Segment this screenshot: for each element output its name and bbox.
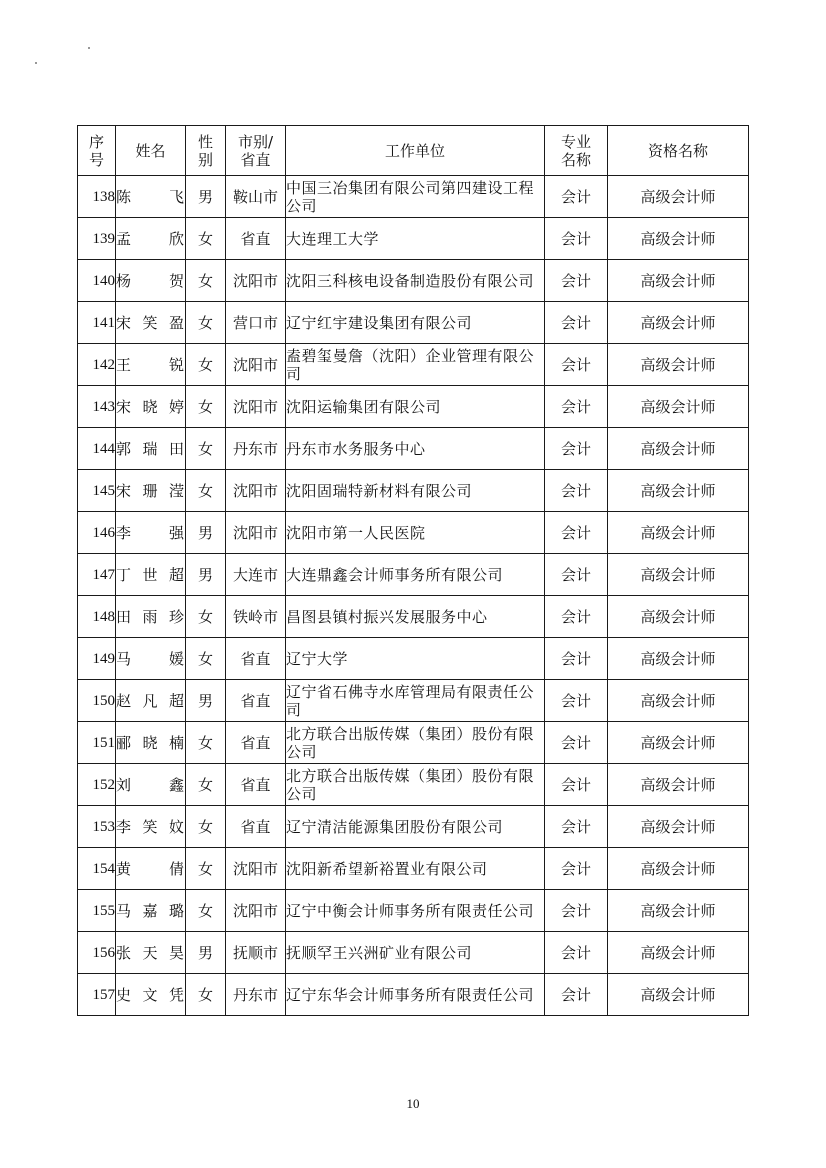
row-gender: 女 [186,806,226,848]
row-major: 会计 [545,974,608,1016]
table-body [78,176,749,1016]
header-seq: 序号 [78,126,116,176]
row-qualification: 高级会计师 [608,344,749,386]
row-seq: 149 [78,638,116,680]
row-gender: 女 [186,764,226,806]
row-city: 省直 [226,722,286,764]
row-seq: 153 [78,806,116,848]
row-gender: 男 [186,554,226,596]
row-unit: 中国三冶集团有限公司第四建设工程公司 [286,176,545,218]
row-gender: 女 [186,428,226,470]
table-row [78,176,749,218]
table-row [78,722,749,764]
row-qualification: 高级会计师 [608,848,749,890]
row-seq: 148 [78,596,116,638]
qualification-roster-table [77,125,749,1016]
row-seq: 151 [78,722,116,764]
row-unit: 辽宁东华会计师事务所有限责任公司 [286,974,545,1016]
row-unit: 沈阳固瑞特新材料有限公司 [286,470,545,512]
table-row [78,218,749,260]
table-row [78,554,749,596]
row-unit: 沈阳三科核电设备制造股份有限公司 [286,260,545,302]
row-name: 李笑妏 [116,806,186,848]
row-unit: 抚顺罕王兴洲矿业有限公司 [286,932,545,974]
row-seq: 155 [78,890,116,932]
row-gender: 女 [186,848,226,890]
table-row [78,764,749,806]
row-qualification: 高级会计师 [608,554,749,596]
row-gender: 女 [186,890,226,932]
table-row [78,386,749,428]
row-city: 沈阳市 [226,512,286,554]
row-city: 沈阳市 [226,386,286,428]
row-unit: 辽宁省石佛寺水库管理局有限责任公司 [286,680,545,722]
table-row [78,890,749,932]
row-city: 省直 [226,218,286,260]
row-gender: 女 [186,344,226,386]
table-row [78,638,749,680]
row-unit: 北方联合出版传媒（集团）股份有限公司 [286,764,545,806]
row-unit: 辽宁红宇建设集团有限公司 [286,302,545,344]
row-gender: 女 [186,596,226,638]
row-major: 会计 [545,470,608,512]
row-name: 张天昊 [116,932,186,974]
row-seq: 156 [78,932,116,974]
row-name: 赵凡超 [116,680,186,722]
row-major: 会计 [545,176,608,218]
row-qualification: 高级会计师 [608,218,749,260]
table-row [78,512,749,554]
page-number: 10 [406,1096,420,1111]
table-row [78,848,749,890]
row-seq: 150 [78,680,116,722]
row-gender: 男 [186,512,226,554]
table-row [78,974,749,1016]
row-unit: 辽宁清洁能源集团股份有限公司 [286,806,545,848]
row-city: 营口市 [226,302,286,344]
row-name: 郦晓楠 [116,722,186,764]
row-seq: 140 [78,260,116,302]
row-name: 杨贺 [116,260,186,302]
row-city: 省直 [226,680,286,722]
row-qualification: 高级会计师 [608,260,749,302]
row-major: 会计 [545,722,608,764]
row-unit: 沈阳市第一人民医院 [286,512,545,554]
header-gender: 性别 [186,126,226,176]
row-seq: 147 [78,554,116,596]
row-unit: 昌图县镇村振兴发展服务中心 [286,596,545,638]
row-gender: 女 [186,260,226,302]
row-gender: 男 [186,932,226,974]
row-major: 会计 [545,848,608,890]
row-unit: 丹东市水务服务中心 [286,428,545,470]
table-row [78,260,749,302]
row-qualification: 高级会计师 [608,722,749,764]
row-major: 会计 [545,680,608,722]
row-gender: 男 [186,680,226,722]
table-row [78,932,749,974]
row-qualification: 高级会计师 [608,806,749,848]
row-gender: 女 [186,218,226,260]
row-qualification: 高级会计师 [608,932,749,974]
row-major: 会计 [545,638,608,680]
row-unit: 沈阳新希望新裕置业有限公司 [286,848,545,890]
row-major: 会计 [545,764,608,806]
row-qualification: 高级会计师 [608,470,749,512]
row-unit: 大连鼎鑫会计师事务所有限公司 [286,554,545,596]
row-city: 抚顺市 [226,932,286,974]
table-row [78,470,749,512]
row-name: 李强 [116,512,186,554]
row-seq: 139 [78,218,116,260]
row-gender: 女 [186,302,226,344]
row-name: 郭瑞田 [116,428,186,470]
row-name: 宋晓婷 [116,386,186,428]
row-city: 沈阳市 [226,344,286,386]
row-qualification: 高级会计师 [608,638,749,680]
row-city: 省直 [226,638,286,680]
row-seq: 152 [78,764,116,806]
row-city: 丹东市 [226,974,286,1016]
row-name: 王锐 [116,344,186,386]
row-seq: 154 [78,848,116,890]
row-city: 省直 [226,806,286,848]
header-name: 姓名 [116,126,186,176]
row-gender: 男 [186,176,226,218]
row-city: 沈阳市 [226,260,286,302]
row-name: 马嘉璐 [116,890,186,932]
row-major: 会计 [545,806,608,848]
row-major: 会计 [545,218,608,260]
header-qualification: 资格名称 [608,126,749,176]
header-unit: 工作单位 [286,126,545,176]
row-qualification: 高级会计师 [608,428,749,470]
row-gender: 女 [186,974,226,1016]
row-city: 鞍山市 [226,176,286,218]
header-city: 市别/省直 [226,126,286,176]
table-row [78,596,749,638]
row-qualification: 高级会计师 [608,890,749,932]
row-seq: 143 [78,386,116,428]
row-city: 省直 [226,764,286,806]
table-row [78,680,749,722]
row-name: 刘鑫 [116,764,186,806]
row-seq: 138 [78,176,116,218]
row-major: 会计 [545,386,608,428]
row-seq: 142 [78,344,116,386]
table-row [78,806,749,848]
row-major: 会计 [545,428,608,470]
row-seq: 141 [78,302,116,344]
table-row [78,428,749,470]
row-unit: 辽宁中衡会计师事务所有限责任公司 [286,890,545,932]
table-row [78,344,749,386]
row-major: 会计 [545,596,608,638]
row-gender: 女 [186,386,226,428]
row-name: 马媛 [116,638,186,680]
table-row [78,302,749,344]
row-name: 孟欣 [116,218,186,260]
row-qualification: 高级会计师 [608,176,749,218]
row-qualification: 高级会计师 [608,596,749,638]
row-name: 陈飞 [116,176,186,218]
row-gender: 女 [186,722,226,764]
row-city: 沈阳市 [226,470,286,512]
row-major: 会计 [545,554,608,596]
row-qualification: 高级会计师 [608,680,749,722]
scan-speck [88,47,90,49]
row-name: 史文凭 [116,974,186,1016]
row-qualification: 高级会计师 [608,302,749,344]
row-qualification: 高级会计师 [608,386,749,428]
table-header-row [78,126,749,176]
row-seq: 145 [78,470,116,512]
header-major: 专业名称 [545,126,608,176]
row-major: 会计 [545,260,608,302]
scan-speck [35,62,37,64]
row-major: 会计 [545,512,608,554]
row-city: 铁岭市 [226,596,286,638]
row-name: 宋笑盈 [116,302,186,344]
row-city: 大连市 [226,554,286,596]
row-unit: 沈阳运输集团有限公司 [286,386,545,428]
row-city: 沈阳市 [226,848,286,890]
row-major: 会计 [545,302,608,344]
row-name: 黄倩 [116,848,186,890]
row-major: 会计 [545,344,608,386]
row-seq: 157 [78,974,116,1016]
row-unit: 大连理工大学 [286,218,545,260]
row-unit: 北方联合出版传媒（集团）股份有限公司 [286,722,545,764]
row-seq: 144 [78,428,116,470]
row-qualification: 高级会计师 [608,764,749,806]
row-qualification: 高级会计师 [608,974,749,1016]
row-unit: 辽宁大学 [286,638,545,680]
row-city: 沈阳市 [226,890,286,932]
row-name: 宋珊滢 [116,470,186,512]
row-name: 田雨珍 [116,596,186,638]
row-qualification: 高级会计师 [608,512,749,554]
row-seq: 146 [78,512,116,554]
row-major: 会计 [545,932,608,974]
row-city: 丹东市 [226,428,286,470]
row-name: 丁世超 [116,554,186,596]
row-gender: 女 [186,470,226,512]
row-unit: 盍碧玺曼詹（沈阳）企业管理有限公司 [286,344,545,386]
row-gender: 女 [186,638,226,680]
row-major: 会计 [545,890,608,932]
